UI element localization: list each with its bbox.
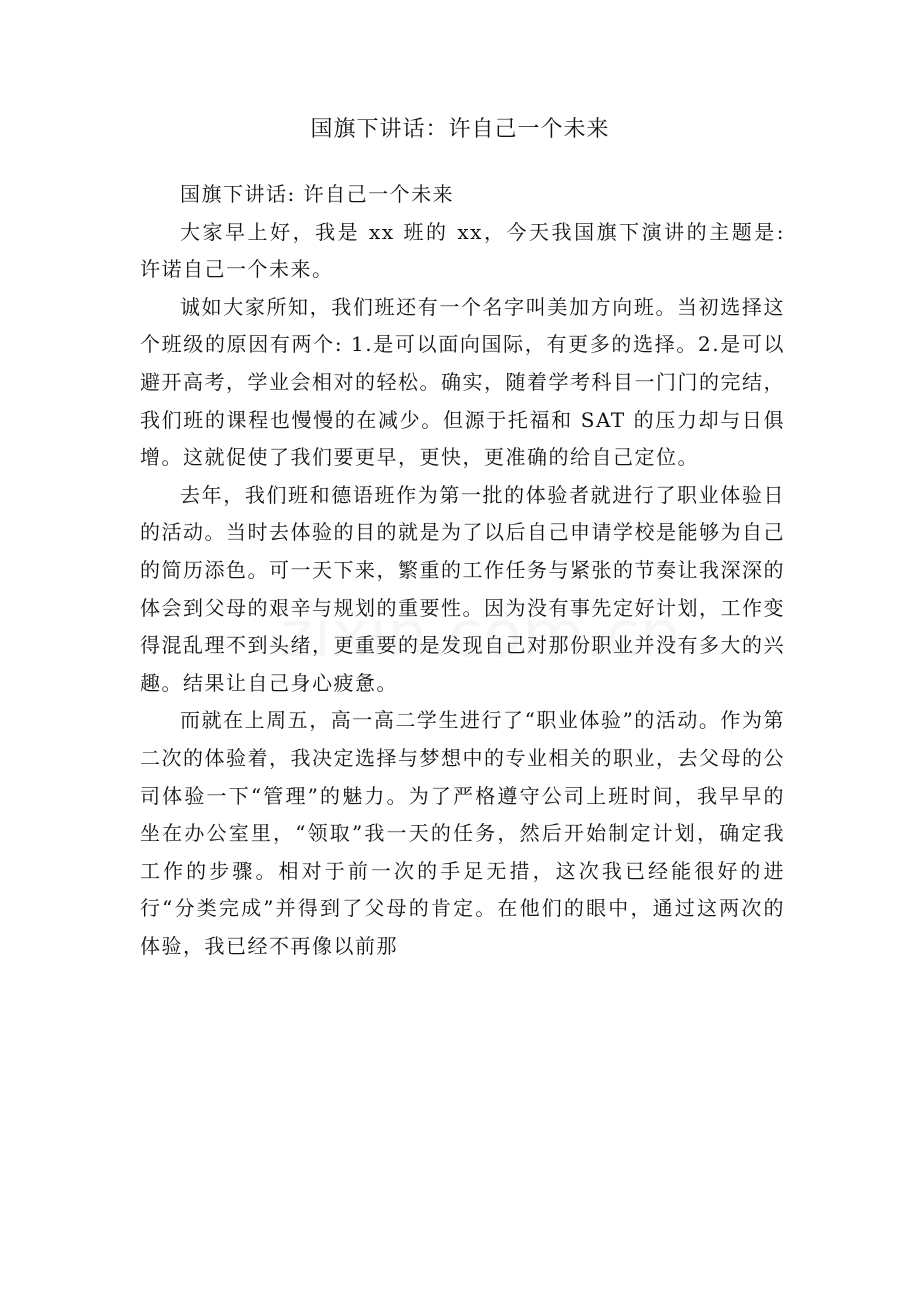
paragraph-greeting: 大家早上好，我是 xx 班的 xx，今天我国旗下演讲的主题是: 许诺自己一个未来。 (140, 219, 785, 282)
paragraph-last-year: 去年，我们班和德语班作为第一批的体验者就进行了职业体验日的活动。当时去体验的目的就是为了以后自己申请学校是能够为自己的简历添色。可一天下来，繁重的工作任务与紧张的节奏让我深深的体会到父母的艰辛与规划的重要性。因为没有事先定好计划，工作变得混乱理不到头绪，更重要的是发现自己对那份职业并没有多大的兴趣。结果让自己身心疲惫。 (140, 482, 785, 695)
paragraph-subtitle: 国旗下讲话: 许自己一个未来 (180, 182, 455, 206)
paragraph-last-friday: 而就在上周五，高一高二学生进行了“职业体验”的活动。作为第二次的体验着，我决定选择与梦想中的专业相关的职业，去父母的公司体验一下“管理”的魅力。为了严格遵守公司上班时间，我早早的坐在办公室里，“领取”我一天的任务，然后开始制定计划，确定我工作的步骤。相对于前一次的手足无措，这次我已经能很好的进行“分类完成”并得到了父母的肯定。在他们的眼中，通过这两次的体验，我已经不再像以前那 (140, 708, 785, 958)
document-body (140, 176, 785, 965)
paragraph-class-choice: 诚如大家所知，我们班还有一个名字叫美加方向班。当初选择这个班级的原因有两个: 1.是可以面向国际，有更多的选择。2.是可以避开高考，学业会相对的轻松。确实，随着学考科目一门门的完结，我们班的课程也慢慢的在减少。但源于托福和 SAT 的压力却与日俱增。这就促使了我们要更早，更快，更准确的给自己定位。 (140, 294, 785, 470)
document-title: 国旗下讲话：许自己一个未来 (310, 117, 610, 142)
